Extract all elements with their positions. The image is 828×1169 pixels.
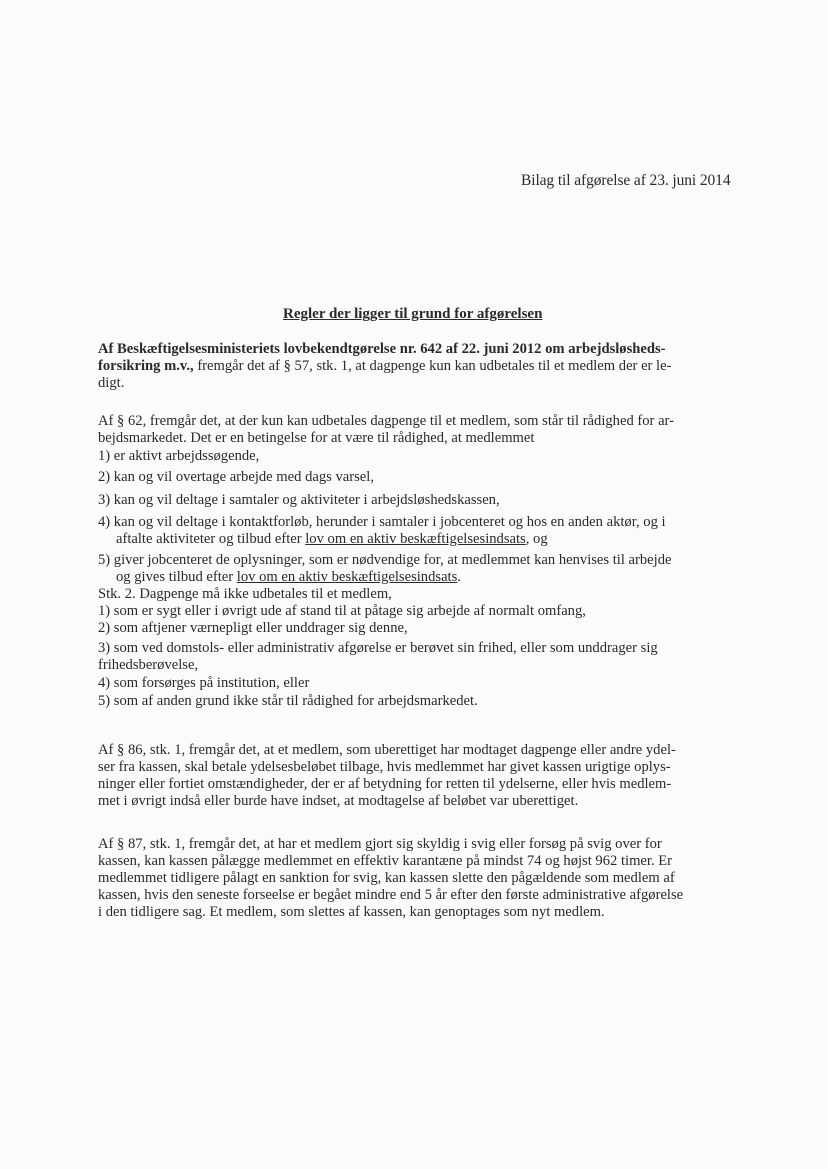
p62-item-2: 2) kan og vil overtage arbejde med dags varsel, xyxy=(98,469,374,485)
paragraph-62 xyxy=(98,413,738,710)
p62-stk2-item-2: 2) som aftjener værnepligt eller unddrager sig denne, xyxy=(98,620,408,636)
p62-item-5b xyxy=(98,569,738,586)
p86-line-4: met i øvrigt indså eller burde have indset, at modtagelse af beløbet var uberettiget. xyxy=(98,793,579,809)
document-title: Regler der ligger til grund for afgørelsen xyxy=(283,306,543,322)
p87-line-5: i den tidligere sag. Et medlem, som slettes af kassen, kan genoptages som nyt medlem. xyxy=(98,904,605,920)
p87-line-4: kassen, hvis den seneste forseelse er begået mindre end 5 år efter den første administrative afgørelse xyxy=(98,887,684,903)
intro-paragraph xyxy=(98,341,738,392)
p86-line-1: Af § 86, stk. 1, fremgår det, at et medlem, som uberettiget har modtaget dagpenge eller andre ydel- xyxy=(98,742,676,758)
p62-item-5b-text: og gives tilbud efter xyxy=(116,569,237,585)
p62-item-5a: 5) giver jobcenteret de oplysninger, som er nødvendige for, at medlemmet kan henvises til arbejde xyxy=(98,552,672,568)
p62-item-5b-end: . xyxy=(457,569,461,585)
p62-item-4b xyxy=(98,531,738,548)
p62-item-4a: 4) kan og vil deltage i kontaktforløb, herunder i samtaler i jobcenteret og hos en anden aktør, og i xyxy=(98,514,666,530)
p86-line-2: ser fra kassen, skal betale ydelsesbeløbet tilbage, hvis medlemmet har givet kassen urigtige oplys- xyxy=(98,759,671,775)
p86-line-3: ninger eller fortiet omstændigheder, der er af betydning for retten til ydelserne, eller hvis medlem- xyxy=(98,776,672,792)
intro-line-2-text: fremgår det af § 57, stk. 1, at dagpenge kun kan udbetales til et medlem der er le- xyxy=(193,358,672,374)
p87-line-2: kassen, kan kassen pålægge medlemmet en effektiv karantæne på mindst 74 og højst 962 timer. Er xyxy=(98,853,673,869)
p62-item-4b-text: aftalte aktiviteter og tilbud efter xyxy=(116,531,306,547)
p62-line-1: Af § 62, fremgår det, at der kun kan udbetales dagpenge til et medlem, som står til rådighed for ar- xyxy=(98,413,674,429)
p62-stk2: Stk. 2. Dagpenge må ikke udbetales til et medlem, xyxy=(98,586,392,602)
p62-stk2-item-4: 4) som forsørges på institution, eller xyxy=(98,675,310,691)
p62-stk2-item-5: 5) som af anden grund ikke står til rådighed for arbejdsmarkedet. xyxy=(98,693,478,709)
intro-law-name: forsikring m.v., xyxy=(98,358,194,374)
p62-line-2: bejdsmarkedet. Det er en betingelse for at være til rådighed, at medlemmet xyxy=(98,430,535,446)
intro-line-2 xyxy=(98,358,738,375)
p62-item-4b-end: , og xyxy=(525,531,548,547)
header-note: Bilag til afgørelse af 23. juni 2014 xyxy=(521,172,731,189)
p87-line-3: medlemmet tidligere pålagt en sanktion for svig, kan kassen slette den pågældende som medlem af xyxy=(98,870,675,886)
law-link-1[interactable]: lov om en aktiv beskæftigelsesindsats xyxy=(305,531,526,547)
p62-item-3: 3) kan og vil deltage i samtaler og aktiviteter i arbejdsløshedskassen, xyxy=(98,492,500,508)
intro-line-1: Af Beskæftigelsesministeriets lovbekendtgørelse nr. 642 af 22. juni 2012 om arbejdsløsheds- xyxy=(98,341,666,357)
p62-stk2-item-1: 1) som er sygt eller i øvrigt ude af stand til at påtage sig arbejde af normalt omfang, xyxy=(98,603,586,619)
intro-line-3: digt. xyxy=(98,375,125,391)
p87-line-1: Af § 87, stk. 1, fremgår det, at har et medlem gjort sig skyldig i svig eller forsøg på svig over for xyxy=(98,836,662,852)
law-link-2[interactable]: lov om en aktiv beskæftigelsesindsats xyxy=(236,569,458,585)
p62-stk2-item-3a: 3) som ved domstols- eller administrativ afgørelse er berøvet sin frihed, eller som unddrager sig xyxy=(98,640,658,656)
p62-stk2-item-3b: frihedsberøvelse, xyxy=(98,657,199,673)
paragraph-87 xyxy=(98,836,738,921)
paragraph-86 xyxy=(98,742,738,810)
p62-item-1: 1) er aktivt arbejdssøgende, xyxy=(98,448,260,464)
